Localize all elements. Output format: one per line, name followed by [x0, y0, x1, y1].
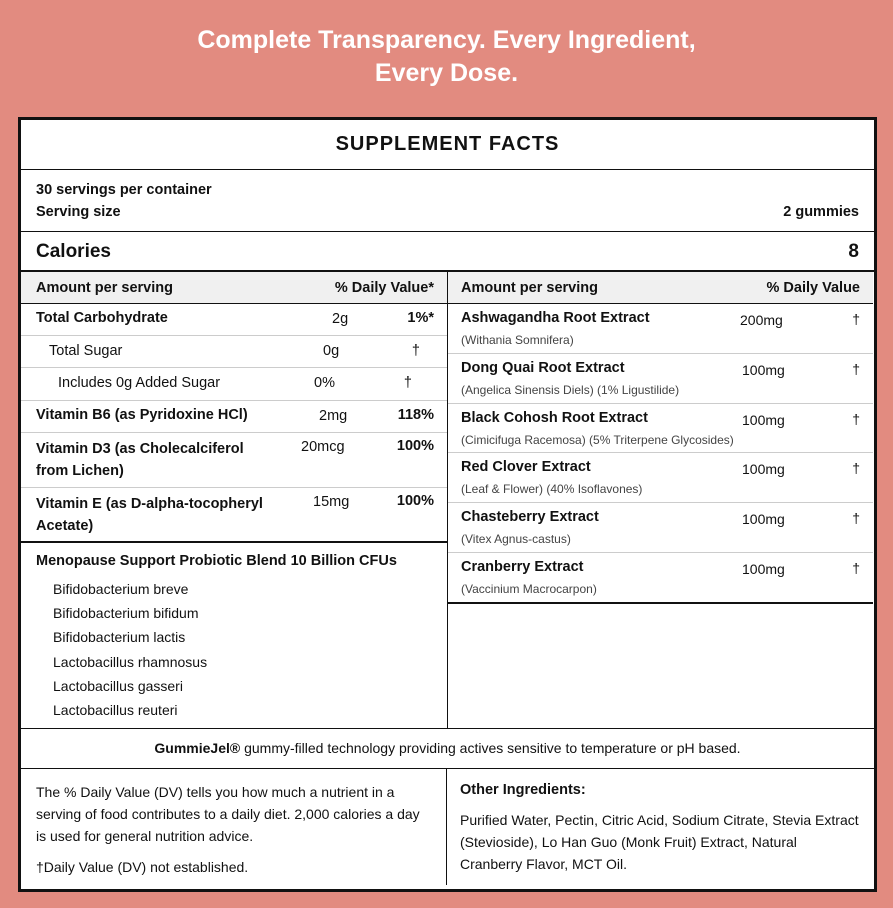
nutrient-name: Vitamin B6 (as Pyridoxine HCl): [36, 407, 248, 423]
list-item: Bifidobacterium bifidum: [53, 605, 199, 622]
facts-title: SUPPLEMENT FACTS: [21, 120, 874, 170]
serving-size-label: Serving size: [36, 204, 121, 220]
nutrient-amount: 0%: [314, 375, 335, 391]
ingredient-row: [448, 404, 873, 454]
nutrient-dv: 100%: [396, 438, 434, 454]
nutrient-name: Total Sugar: [49, 343, 123, 359]
footer-section: [21, 769, 874, 885]
ingredient-name: Dong Quai Root Extract: [461, 359, 625, 376]
serving-info: [21, 170, 874, 232]
ingredient-row: [448, 503, 873, 553]
ingredient-name: Cranberry Extract: [461, 558, 584, 575]
headline-line-2: Every Dose.: [374, 59, 519, 87]
probiotic-blend-title: Menopause Support Probiotic Blend 10 Billion CFUs: [36, 553, 397, 569]
nutrient-amount: 15mg: [313, 494, 350, 510]
nutrient-name-line-2: Acetate): [36, 518, 94, 534]
nutrient-name-line-1: Vitamin E (as D-alpha-tocopheryl: [36, 496, 263, 512]
other-ingredients: [447, 769, 872, 885]
ingredient-list: [448, 304, 873, 604]
probiotic-strain-list: [21, 569, 447, 722]
left-header-dv: % Daily Value*: [334, 280, 434, 296]
dv-not-established-note: †Daily Value (DV) not established.: [36, 859, 249, 875]
nutrient-dv: 1%*: [407, 310, 434, 326]
ingredient-row: [448, 453, 873, 503]
nutrient-amount: 2g: [332, 311, 349, 327]
calories-row: [21, 232, 874, 272]
ingredient-name: Red Clover Extract: [461, 459, 591, 476]
ingredient-source: (Vaccinium Macrocarpon): [461, 581, 597, 596]
other-ingredients-text: Purified Water, Pectin, Citric Acid, Sodium Citrate, Stevia Extract (Stevioside), Lo Han Guo (Monk Fruit) Extract, Natural Cranberry Flavor, MCT Oil.: [460, 812, 859, 872]
list-item: Lactobacillus gasseri: [53, 677, 183, 694]
nutrient-name: [36, 493, 263, 537]
page-headline: [0, 24, 893, 90]
ingredient-source: (Leaf & Flower) (40% Isoflavones): [461, 482, 643, 497]
gummiejel-brand: GummieJel®: [154, 740, 241, 756]
ingredient-source: (Cimicifuga Racemosa) (5% Triterpene Glycosides): [461, 432, 734, 447]
nutrient-name-line-1: Vitamin D3 (as Cholecalciferol: [36, 441, 244, 457]
ingredient-source: (Angelica Sinensis Diels) (1% Ligustilide): [461, 382, 680, 397]
ingredient-name: Black Cohosh Root Extract: [461, 409, 648, 426]
nutrient-name: [36, 438, 244, 482]
daily-value-explanation: [21, 769, 447, 885]
serving-size-value: 2 gummies: [783, 204, 859, 220]
headline-line-1: Complete Transparency. Every Ingredient,: [197, 26, 696, 54]
ingredient-dv: †: [852, 460, 860, 477]
ingredient-amount: 100mg: [742, 461, 785, 478]
ingredient-dv: †: [852, 559, 860, 576]
ingredient-row: [448, 354, 873, 404]
ingredient-row: [448, 553, 873, 604]
gummiejel-technology-note: [21, 729, 874, 769]
nutrient-row: [21, 488, 447, 543]
other-ingredients-heading: Other Ingredients:: [460, 782, 586, 798]
ingredient-dv: †: [852, 360, 860, 377]
nutrient-dv: †: [403, 375, 412, 391]
servings-per-container: 30 servings per container: [36, 182, 212, 198]
list-item: Bifidobacterium breve: [53, 581, 189, 597]
nutrient-name: Includes 0g Added Sugar: [58, 375, 221, 391]
ingredient-dv: †: [852, 510, 860, 527]
ingredient-amount: 100mg: [742, 511, 785, 528]
nutrient-row: [21, 368, 447, 401]
right-header-dv: % Daily Value: [766, 280, 860, 296]
ingredient-source: (Withania Somnifera): [461, 333, 574, 347]
right-header-amount: Amount per serving: [461, 280, 598, 296]
dv-explain-text: The % Daily Value (DV) tells you how much a nutrient in a serving of food contributes to a daily diet. 2,000 calories a day is used for general nutrition advice.: [36, 784, 420, 844]
nutrient-row: [21, 433, 447, 488]
ingredient-row: [448, 304, 873, 354]
ingredient-amount: 100mg: [742, 361, 785, 378]
calories-label: Calories: [36, 241, 111, 262]
ingredient-amount: 100mg: [742, 560, 785, 577]
left-header-amount: Amount per serving: [36, 280, 173, 296]
list-item: Lactobacillus rhamnosus: [53, 653, 208, 670]
calories-value: 8: [848, 241, 859, 262]
nutrient-dv: 118%: [397, 407, 434, 423]
left-column: [21, 272, 448, 728]
nutrient-columns: [21, 272, 874, 729]
nutrient-name: Total Carbohydrate: [36, 310, 168, 326]
right-column-header: [448, 272, 873, 304]
nutrient-amount: 20mcg: [301, 439, 345, 455]
nutrient-row: [21, 336, 447, 368]
nutrient-name-line-2: from Lichen): [36, 463, 124, 479]
list-item: Lactobacillus reuteri: [53, 701, 178, 718]
ingredient-name: Chasteberry Extract: [461, 509, 599, 526]
ingredient-source: (Vitex Agnus-castus): [461, 532, 571, 547]
nutrient-row: [21, 304, 447, 336]
nutrient-dv: †: [411, 343, 420, 359]
ingredient-name: Ashwagandha Root Extract: [461, 310, 650, 326]
nutrient-amount: 2mg: [319, 408, 348, 424]
nutrient-dv: 100%: [396, 493, 434, 509]
ingredient-dv: †: [852, 311, 860, 327]
list-item: Bifidobacterium lactis: [53, 629, 186, 646]
ingredient-amount: 200mg: [740, 312, 783, 328]
ingredient-dv: †: [852, 410, 860, 427]
left-column-header: [21, 272, 447, 304]
supplement-facts-panel: [18, 117, 877, 892]
right-column: [448, 272, 873, 728]
gummiejel-description: gummy-filled technology providing actives sensitive to temperature or pH based.: [240, 740, 741, 756]
ingredient-amount: 100mg: [742, 411, 785, 428]
nutrient-row: [21, 401, 447, 433]
nutrient-amount: 0g: [323, 343, 340, 359]
